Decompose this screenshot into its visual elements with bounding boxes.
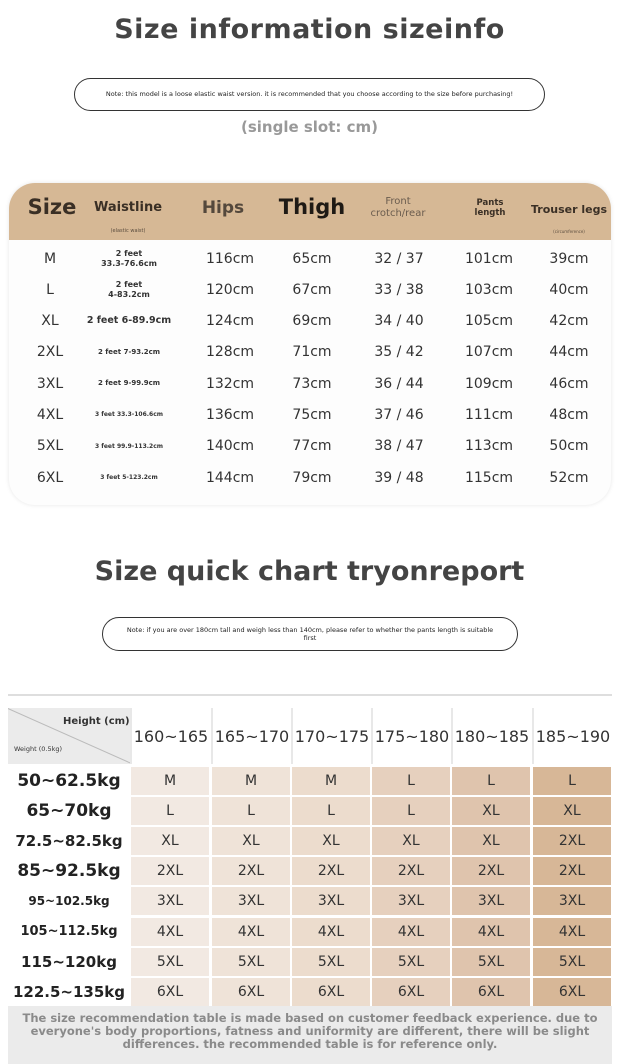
thigh-cell: 67cm bbox=[292, 281, 332, 298]
size-recommendation-cell: M bbox=[212, 767, 290, 795]
header-hips: Hips bbox=[201, 198, 245, 218]
size-recommendation-cell: 5XL bbox=[212, 948, 290, 976]
pants-length-cell: 111cm bbox=[464, 407, 514, 423]
model-note-text: Note: this model is a loose elastic waist version. it is recommended that you choose according to the size before purchasing! bbox=[105, 90, 514, 99]
weight-label: 122.5~135kg bbox=[8, 977, 130, 1007]
size-recommendation-cell: 3XL bbox=[372, 887, 450, 915]
size-row bbox=[9, 243, 611, 274]
size-cell: M bbox=[43, 250, 57, 267]
size-table-header bbox=[9, 183, 611, 240]
size-row bbox=[9, 306, 611, 337]
pants-length-cell: 101cm bbox=[464, 250, 514, 267]
size-row bbox=[9, 400, 611, 431]
unit-label: (single slot: cm) bbox=[240, 118, 379, 136]
front-rear-cell: 32 / 37 bbox=[374, 250, 424, 267]
hips-cell: 120cm bbox=[205, 281, 255, 298]
front-rear-cell: 37 / 46 bbox=[374, 407, 424, 423]
size-row bbox=[9, 368, 611, 399]
front-rear-cell: 36 / 44 bbox=[374, 375, 424, 392]
height-header: 175~180 bbox=[371, 708, 451, 764]
trouser-legs-cell: 44cm bbox=[549, 344, 589, 361]
trouser-legs-cell: 48cm bbox=[549, 407, 589, 423]
size-recommendation-cell: 2XL bbox=[533, 857, 611, 885]
size-recommendation-cell: 6XL bbox=[292, 978, 370, 1006]
size-recommendation-cell: 4XL bbox=[372, 918, 450, 946]
header-trouser-legs: Trouser legs bbox=[530, 203, 608, 216]
size-recommendation-cell: XL bbox=[292, 827, 370, 855]
trouser-legs-cell: 52cm bbox=[549, 469, 589, 486]
thigh-cell: 65cm bbox=[292, 250, 332, 267]
waist-line-1: 2 feet 9-99.9cm bbox=[97, 379, 161, 388]
size-recommendation-cell: M bbox=[292, 767, 370, 795]
size-recommendation-cell: 2XL bbox=[212, 857, 290, 885]
thigh-cell: 77cm bbox=[292, 438, 332, 455]
size-recommendation-cell: 4XL bbox=[212, 918, 290, 946]
weight-label: 85~92.5kg bbox=[8, 856, 130, 886]
size-recommendation-cell: 6XL bbox=[533, 978, 611, 1006]
size-recommendation-cell: L bbox=[372, 797, 450, 825]
waist-cell bbox=[81, 431, 177, 462]
size-recommendation-cell: 3XL bbox=[452, 887, 530, 915]
size-cell: 3XL bbox=[36, 375, 64, 392]
size-row bbox=[9, 431, 611, 462]
size-recommendation-cell: L bbox=[292, 797, 370, 825]
weight-label: 65~70kg bbox=[8, 796, 130, 826]
size-recommendation-cell: 2XL bbox=[292, 857, 370, 885]
size-recommendation-cell: 4XL bbox=[131, 918, 209, 946]
size-row bbox=[9, 274, 611, 305]
header-thigh: Thigh bbox=[278, 195, 346, 219]
size-recommendation-cell: L bbox=[372, 767, 450, 795]
waist-line-1: 3 feet 99.9-113.2cm bbox=[94, 442, 164, 450]
corner-height-label: Height (cm) bbox=[63, 716, 130, 727]
thigh-cell: 73cm bbox=[292, 375, 332, 392]
height-header: 160~165 bbox=[130, 708, 210, 764]
trouser-legs-cell: 42cm bbox=[549, 313, 589, 330]
hips-cell: 136cm bbox=[205, 407, 255, 423]
size-recommendation-cell: 6XL bbox=[212, 978, 290, 1006]
size-recommendation-cell: XL bbox=[372, 827, 450, 855]
size-recommendation-cell: 6XL bbox=[131, 978, 209, 1006]
size-cell: 2XL bbox=[36, 344, 64, 361]
hips-cell: 124cm bbox=[205, 313, 255, 330]
front-rear-cell: 33 / 38 bbox=[374, 281, 424, 298]
waist-line-1: 3 feet 33.3-106.6cm bbox=[94, 411, 164, 419]
weight-label: 95~102.5kg bbox=[8, 886, 130, 916]
header-trouser-legs-sub: (circumference) bbox=[553, 229, 585, 234]
weight-label: 50~62.5kg bbox=[8, 766, 130, 796]
header-pants-length: Pants length bbox=[474, 198, 506, 218]
size-recommendation-cell: 5XL bbox=[452, 948, 530, 976]
size-recommendation-cell: 2XL bbox=[131, 857, 209, 885]
size-cell: L bbox=[46, 281, 54, 298]
size-recommendation-cell: M bbox=[131, 767, 209, 795]
height-header: 185~190 bbox=[532, 708, 612, 764]
trouser-legs-cell: 40cm bbox=[549, 281, 589, 298]
front-rear-cell: 39 / 48 bbox=[374, 469, 424, 486]
pants-length-cell: 113cm bbox=[464, 438, 514, 455]
pants-length-cell: 109cm bbox=[464, 375, 514, 392]
thigh-cell: 71cm bbox=[292, 344, 332, 361]
waist-cell bbox=[81, 243, 177, 274]
pants-length-cell: 115cm bbox=[464, 469, 514, 486]
size-recommendation-cell: 5XL bbox=[131, 948, 209, 976]
waist-cell bbox=[81, 306, 177, 337]
pants-length-cell: 105cm bbox=[464, 313, 514, 330]
size-row bbox=[9, 337, 611, 368]
size-info-title: Size information sizeinfo bbox=[114, 14, 505, 45]
size-recommendation-cell: 5XL bbox=[372, 948, 450, 976]
size-recommendation-cell: 4XL bbox=[452, 918, 530, 946]
size-recommendation-cell: L bbox=[533, 767, 611, 795]
trouser-legs-cell: 39cm bbox=[549, 250, 589, 267]
header-front-crotch: Front crotch/rear bbox=[370, 196, 426, 219]
height-note bbox=[102, 617, 518, 651]
size-info-table bbox=[9, 183, 611, 505]
waist-cell bbox=[81, 400, 177, 431]
front-rear-cell: 38 / 47 bbox=[374, 438, 424, 455]
waist-line-1: 3 feet 5-123.2cm bbox=[100, 474, 158, 481]
hips-cell: 116cm bbox=[205, 250, 255, 267]
header-size: Size bbox=[27, 195, 77, 219]
size-recommendation-cell: 3XL bbox=[212, 887, 290, 915]
trouser-legs-cell: 46cm bbox=[549, 375, 589, 392]
waist-cell bbox=[81, 368, 177, 399]
pants-length-cell: 103cm bbox=[464, 281, 514, 298]
size-recommendation-cell: L bbox=[131, 797, 209, 825]
corner-weight-label: Weight (0.5kg) bbox=[14, 745, 63, 753]
height-header: 170~175 bbox=[291, 708, 371, 764]
weight-label: 105~112.5kg bbox=[8, 917, 130, 947]
thigh-cell: 69cm bbox=[292, 313, 332, 330]
size-recommendation-cell: XL bbox=[131, 827, 209, 855]
waist-cell bbox=[81, 274, 177, 305]
waist-line-1: 2 feet 6-89.9cm bbox=[86, 315, 172, 327]
quick-chart-divider bbox=[8, 694, 612, 696]
model-note bbox=[74, 78, 545, 111]
size-recommendation-cell: 3XL bbox=[533, 887, 611, 915]
waist-cell bbox=[81, 462, 177, 493]
hips-cell: 144cm bbox=[205, 469, 255, 486]
weight-label: 115~120kg bbox=[8, 947, 130, 977]
hips-cell: 128cm bbox=[205, 344, 255, 361]
hips-cell: 132cm bbox=[205, 375, 255, 392]
quick-chart-title: Size quick chart tryonreport bbox=[94, 556, 525, 587]
thigh-cell: 75cm bbox=[292, 407, 332, 423]
size-recommendation-cell: 5XL bbox=[533, 948, 611, 976]
pants-length-cell: 107cm bbox=[464, 344, 514, 361]
disclaimer: The size recommendation table is made based on customer feedback experience. due to everyone's body proportions, fatness and uniformity are different, there will be slight differences. the recommended table is for reference only. bbox=[8, 1006, 612, 1064]
size-recommendation-cell: 6XL bbox=[372, 978, 450, 1006]
size-recommendation-cell: 3XL bbox=[131, 887, 209, 915]
size-recommendation-cell: XL bbox=[452, 797, 530, 825]
front-rear-cell: 34 / 40 bbox=[374, 313, 424, 330]
height-header: 180~185 bbox=[451, 708, 531, 764]
size-row bbox=[9, 462, 611, 493]
waist-line-1: 2 feet bbox=[115, 280, 143, 290]
trouser-legs-cell: 50cm bbox=[549, 438, 589, 455]
size-recommendation-cell: 2XL bbox=[372, 857, 450, 885]
size-recommendation-cell: 4XL bbox=[533, 918, 611, 946]
size-recommendation-cell: 2XL bbox=[533, 827, 611, 855]
size-cell: 6XL bbox=[36, 469, 64, 486]
waist-line-1: 2 feet 7-93.2cm bbox=[97, 348, 161, 357]
header-waistline: Waistline bbox=[93, 200, 163, 215]
height-header: 165~170 bbox=[211, 708, 291, 764]
size-recommendation-cell: 2XL bbox=[452, 857, 530, 885]
size-cell: XL bbox=[41, 313, 59, 330]
size-recommendation-cell: L bbox=[212, 797, 290, 825]
size-cell: 5XL bbox=[36, 438, 64, 455]
size-recommendation-cell: 3XL bbox=[292, 887, 370, 915]
size-recommendation-cell: 5XL bbox=[292, 948, 370, 976]
size-recommendation-cell: XL bbox=[212, 827, 290, 855]
thigh-cell: 79cm bbox=[292, 469, 332, 486]
waist-line-1: 2 feet bbox=[115, 248, 143, 258]
weight-label: 72.5~82.5kg bbox=[8, 826, 130, 856]
waist-line-2: 33.3-76.6cm bbox=[101, 258, 157, 268]
size-recommendation-cell: XL bbox=[533, 797, 611, 825]
size-recommendation-cell: 6XL bbox=[452, 978, 530, 1006]
size-recommendation-cell: L bbox=[452, 767, 530, 795]
header-waistline-sub: (elastic waist) bbox=[110, 228, 146, 234]
size-cell: 4XL bbox=[36, 407, 64, 423]
hips-cell: 140cm bbox=[205, 438, 255, 455]
waist-cell bbox=[81, 337, 177, 368]
waist-line-2: 4-83.2cm bbox=[108, 289, 150, 299]
quick-chart-corner bbox=[8, 708, 130, 764]
size-recommendation-cell: XL bbox=[452, 827, 530, 855]
front-rear-cell: 35 / 42 bbox=[374, 344, 424, 361]
height-note-text: Note: if you are over 180cm tall and weigh less than 140cm, please refer to whether the pants length is suitable first bbox=[126, 625, 494, 642]
size-recommendation-cell: 4XL bbox=[292, 918, 370, 946]
